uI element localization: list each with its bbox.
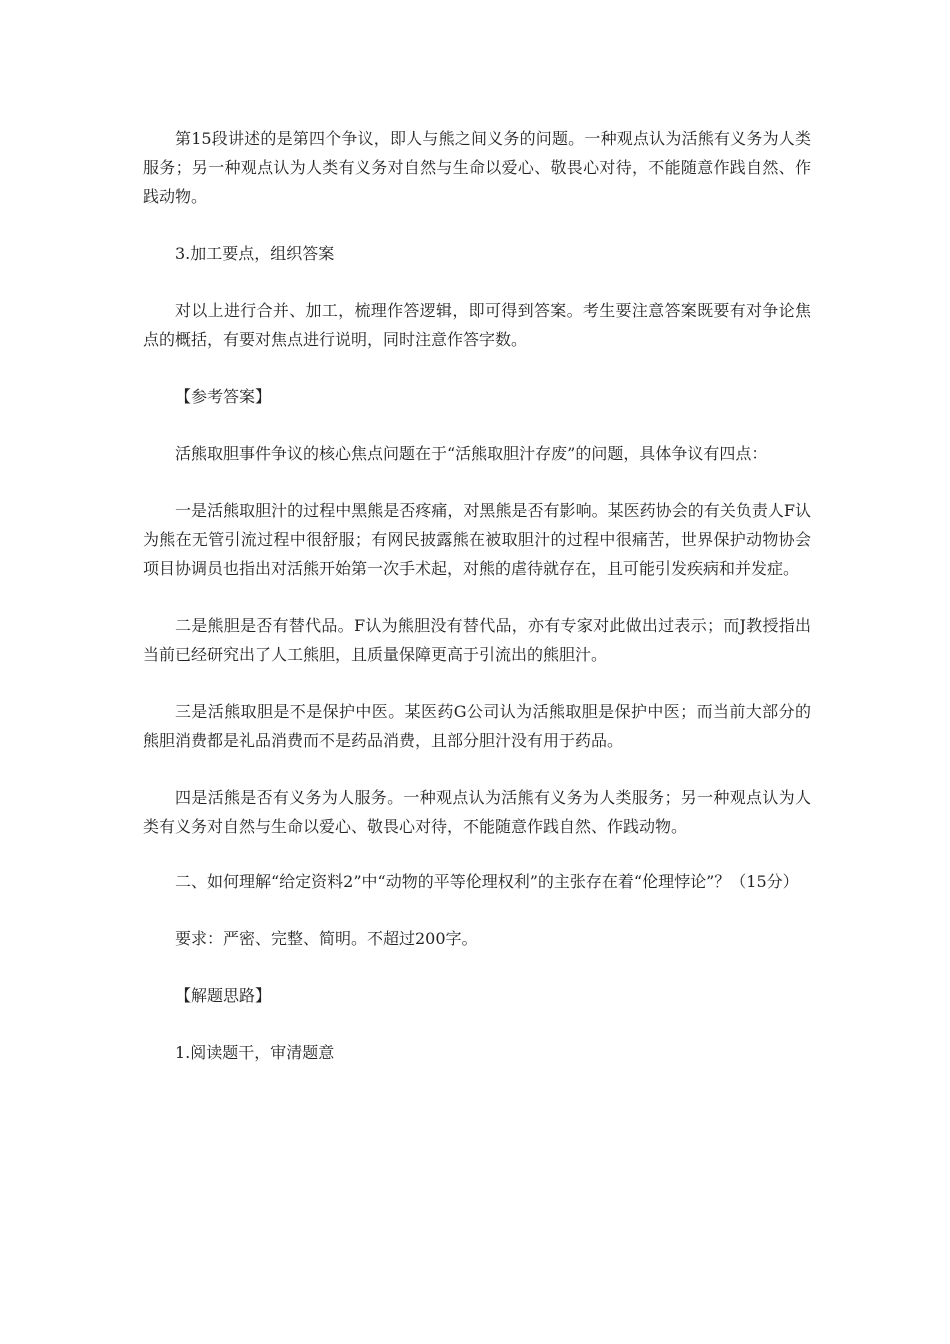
document-body [143, 124, 811, 1095]
question-two-requirements: 要求：严密、完整、简明。不超过200字。 [175, 929, 478, 948]
question-two-prompt: 二、如何理解“给定资料2”中“动物的平等伦理权利”的主张存在着“伦理悖论”？（15分） [175, 872, 799, 891]
heading-reference-answer: 【参考答案】 [175, 387, 272, 406]
heading-solution-approach: 【解题思路】 [175, 986, 272, 1005]
paragraph-core-focus: 活熊取胆事件争议的核心焦点问题在于“活熊取胆汁存废”的问题，具体争议有四点： [175, 444, 768, 463]
paragraph-dispute-four-summary: 第15段讲述的是第四个争议，即人与熊之间义务的问题。一种观点认为活熊有义务为人类服务；另一种观点认为人类有义务对自然与生命以爱心、敬畏心对待，不能随意作践自然、作践动物。 [143, 129, 811, 206]
paragraph-point-one: 一是活熊取胆汁的过程中黑熊是否疼痛，对黑熊是否有影响。某医药协会的有关负责人F认为熊在无管引流过程中很舒服；有网民披露熊在被取胆汁的过程中很痛苦，世界保护动物协会项目协调员也指出对活熊开始第一次手术起，对熊的虐待就存在，且可能引发疾病和并发症。 [143, 501, 811, 578]
paragraph-point-three: 三是活熊取胆是不是保护中医。某医药G公司认为活熊取胆是保护中医；而当前大部分的熊胆消费都是礼品消费而不是药品消费，且部分胆汁没有用于药品。 [143, 702, 811, 750]
paragraph-point-four: 四是活熊是否有义务为人服务。一种观点认为活熊有义务为人类服务；另一种观点认为人类有义务对自然与生命以爱心、敬畏心对待，不能随意作践自然、作践动物。 [143, 788, 811, 836]
paragraph-point-two: 二是熊胆是否有替代品。F认为熊胆没有替代品，亦有专家对此做出过表示；而J教授指出当前已经研究出了人工熊胆，且质量保障更高于引流出的熊胆汁。 [143, 616, 811, 664]
step-heading-read-question: 1.阅读题干，审清题意 [175, 1043, 335, 1062]
paragraph-merge-instructions: 对以上进行合并、加工，梳理作答逻辑，即可得到答案。考生要注意答案既要有对争论焦点的概括，有要对焦点进行说明，同时注意作答字数。 [143, 301, 811, 349]
step-heading-organize-answer: 3.加工要点，组织答案 [175, 244, 335, 263]
